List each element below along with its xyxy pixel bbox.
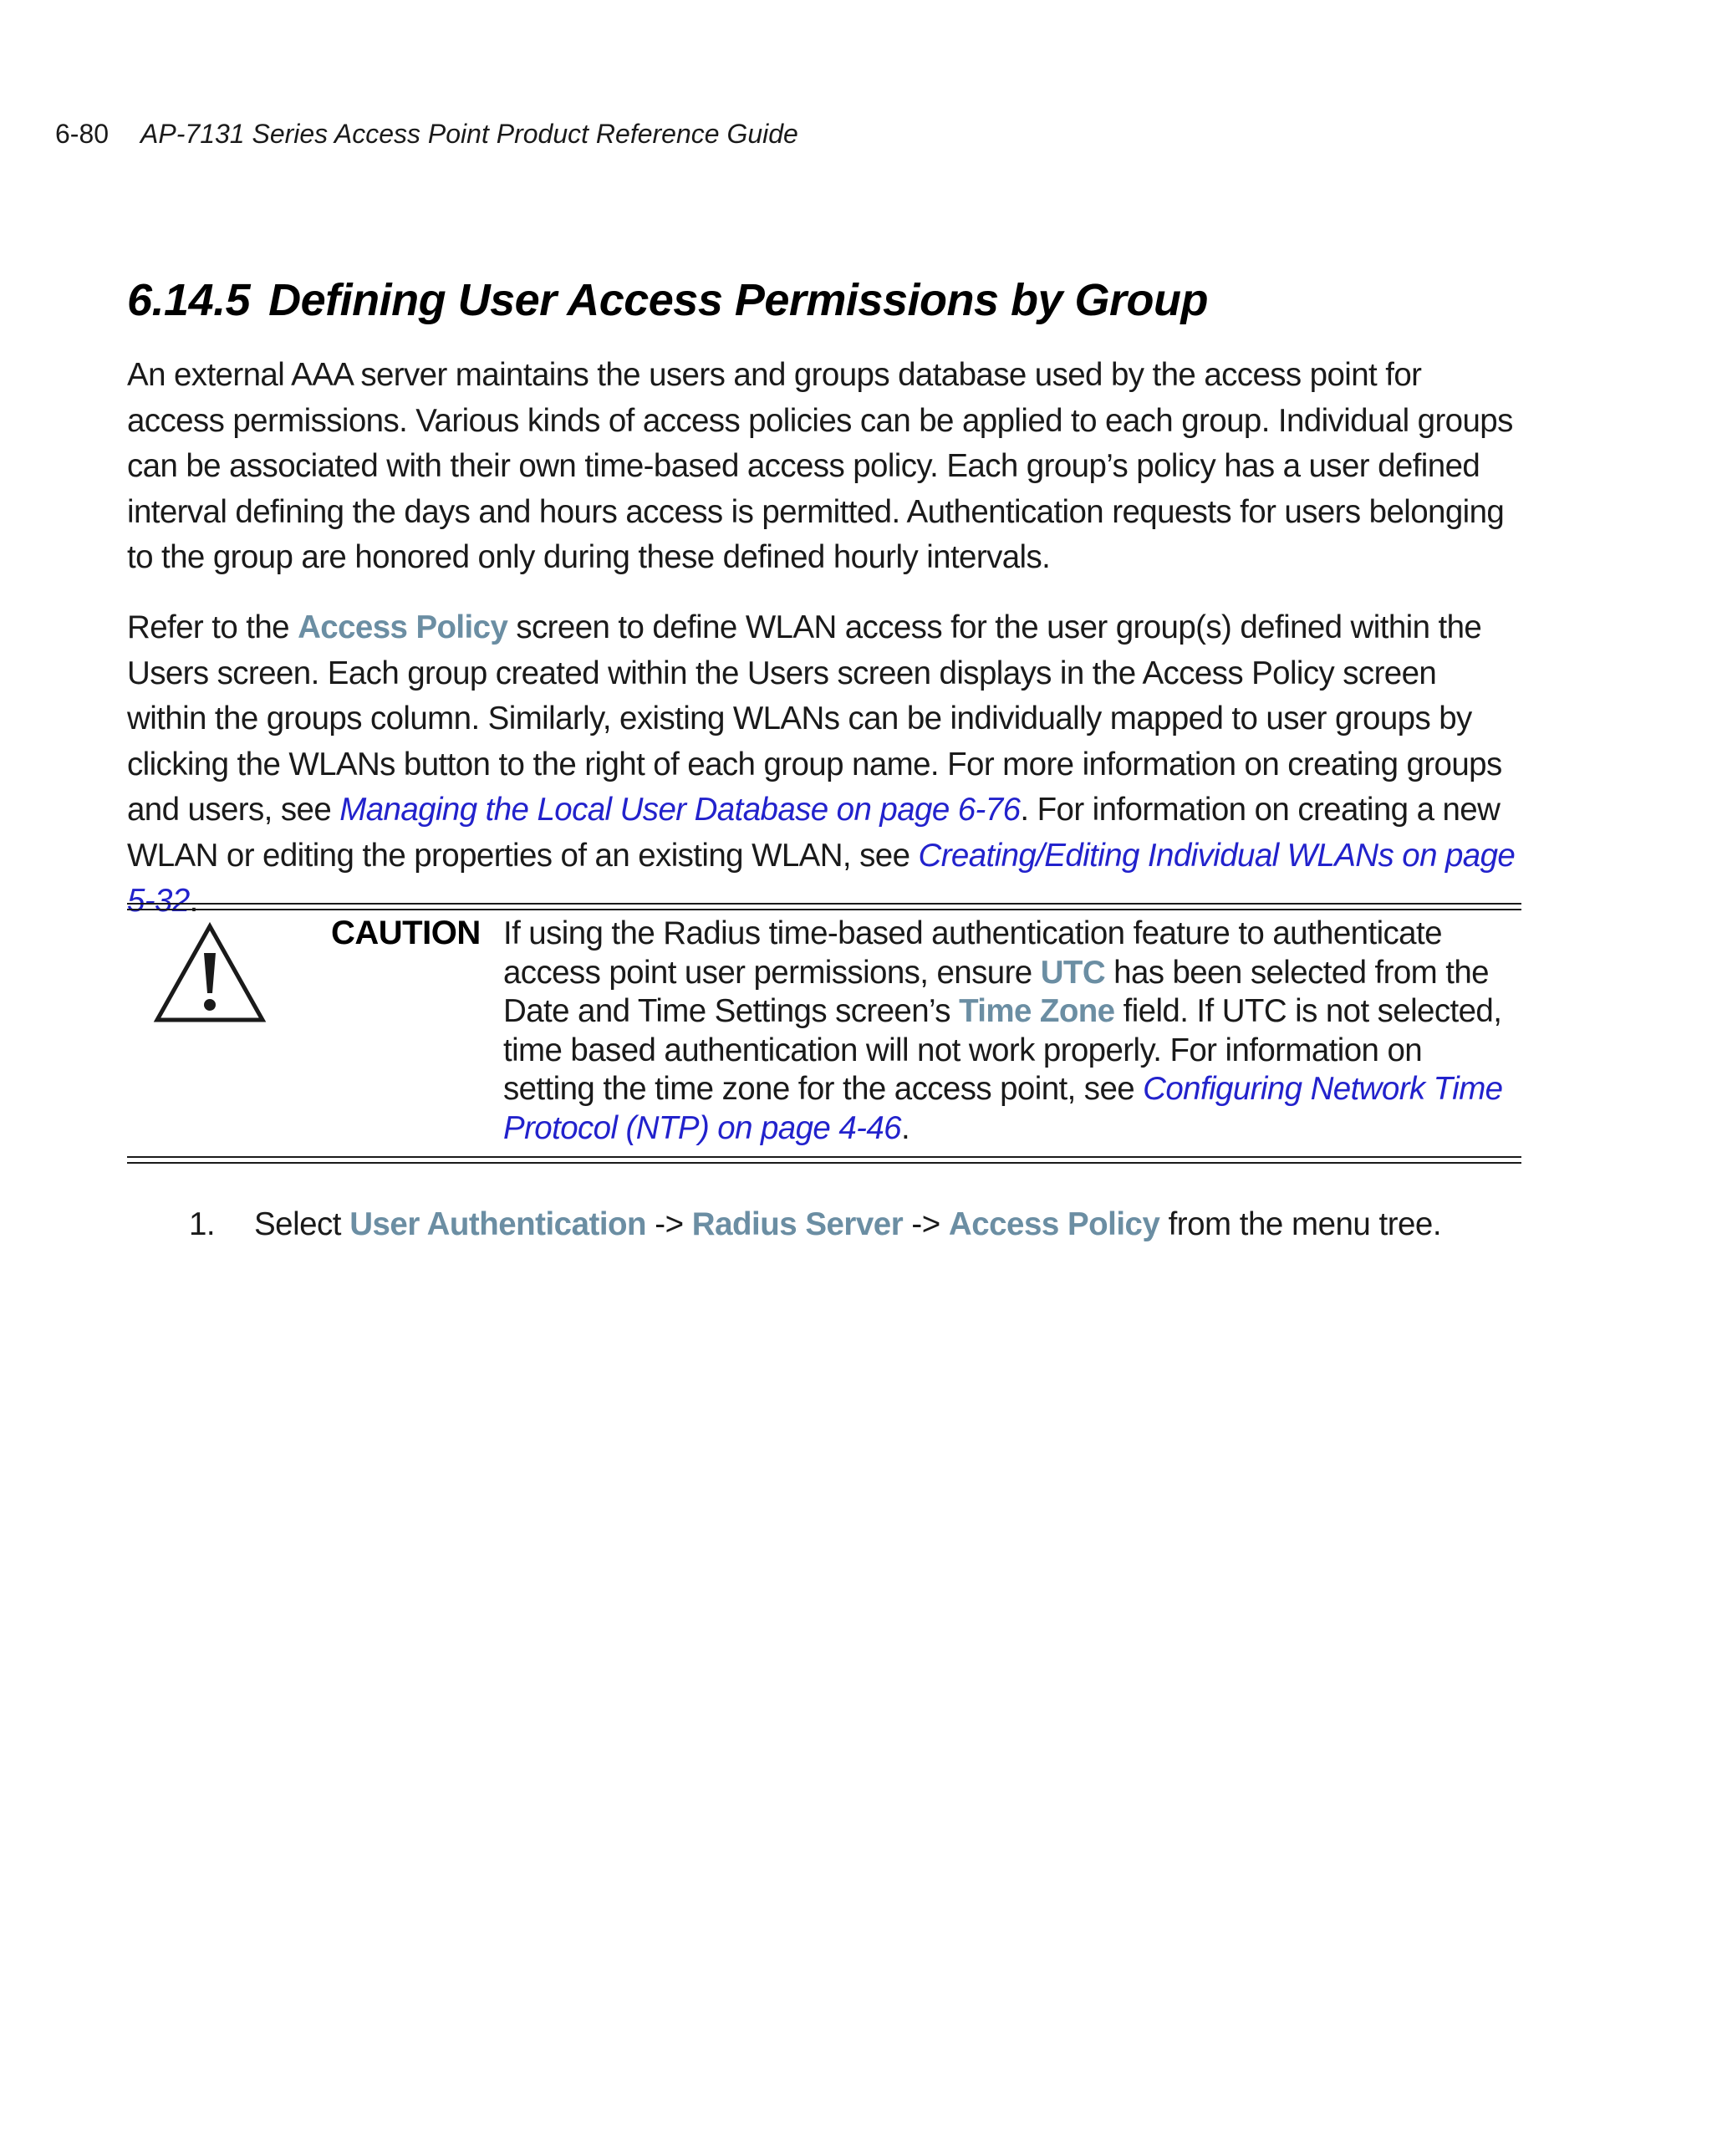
caution-text-part: has been selected from the Date and Time Settings screen’s bbox=[503, 954, 1489, 1029]
step-number: 1. bbox=[189, 1206, 216, 1242]
caution-bottom-rule bbox=[127, 1156, 1521, 1164]
intro-paragraph: An external AAA server maintains the users and groups database used by the access point for access permissions. Various kinds of access policies can be applied to each group. Individual groups can be associated with their own time-based access policy. Each group’s policy has a user defined interval defining the days and hours access is permitted. Authentication requests for users belonging to the group are honored only during these defined hourly intervals. bbox=[127, 357, 1513, 575]
step-text: from the menu tree. bbox=[1159, 1206, 1442, 1242]
paragraph-text: . For information on creating a new WLAN or editing the properties of an existing WLAN, see bbox=[127, 792, 1501, 874]
caution-label: CAUTION bbox=[331, 915, 481, 951]
menu-separator: -> bbox=[646, 1206, 692, 1242]
caution-text-part: If using the Radius time-based authentication feature to authenticate access point user permissions, ensure bbox=[503, 915, 1442, 991]
step-text: Select bbox=[254, 1206, 350, 1242]
section-number: 6.14.5 bbox=[127, 275, 251, 325]
page-number: 6-80 bbox=[55, 119, 110, 149]
caution-text bbox=[503, 915, 1506, 1148]
link-configuring-ntp[interactable]: Configuring Network Time Protocol (NTP) on page 4-46 bbox=[503, 1071, 1503, 1146]
caution-text-part: field. If UTC is not selected, time based authentication will not work properly. For information on setting the time zone for the access point, see bbox=[503, 993, 1502, 1107]
caution-top-rule bbox=[127, 903, 1521, 910]
link-creating-editing-wlans[interactable]: Creating/Editing Individual WLANs on page 5-32 bbox=[127, 837, 1516, 919]
step-1 bbox=[189, 1202, 1568, 1247]
section-title: Defining User Access Permissions by Group bbox=[268, 275, 1209, 325]
ui-reference-user-authentication: User Authentication bbox=[349, 1206, 647, 1242]
page-header bbox=[55, 119, 798, 150]
warning-triangle-icon bbox=[152, 921, 268, 1025]
access-policy-paragraph bbox=[127, 605, 1523, 925]
section-heading bbox=[127, 274, 1208, 326]
ui-reference-utc: UTC bbox=[1040, 954, 1106, 991]
caution-text-part: . bbox=[901, 1109, 910, 1146]
ui-reference-access-policy: Access Policy bbox=[298, 609, 508, 645]
ui-reference-radius-server: Radius Server bbox=[691, 1206, 904, 1242]
paragraph-text: Refer to the bbox=[127, 609, 298, 645]
menu-separator: -> bbox=[903, 1206, 949, 1242]
paragraph-text: screen to define WLAN access for the user group(s) defined within the Users screen. Each group created within the Users screen displays in the Access Policy screen within the groups column. Similarly, existing WLANs can be individually mapped to user groups by clicking the WLANs button to the right of each group name. For more information on creating groups and users, see bbox=[127, 609, 1502, 828]
ui-reference-access-policy: Access Policy bbox=[948, 1206, 1160, 1242]
caution-box bbox=[127, 903, 1521, 1170]
ui-reference-time-zone: Time Zone bbox=[959, 993, 1115, 1029]
paragraph-text: . bbox=[189, 883, 198, 919]
guide-title: AP-7131 Series Access Point Product Reference Guide bbox=[140, 119, 798, 149]
link-managing-local-user-database[interactable]: Managing the Local User Database on page 6-76 bbox=[339, 792, 1021, 828]
